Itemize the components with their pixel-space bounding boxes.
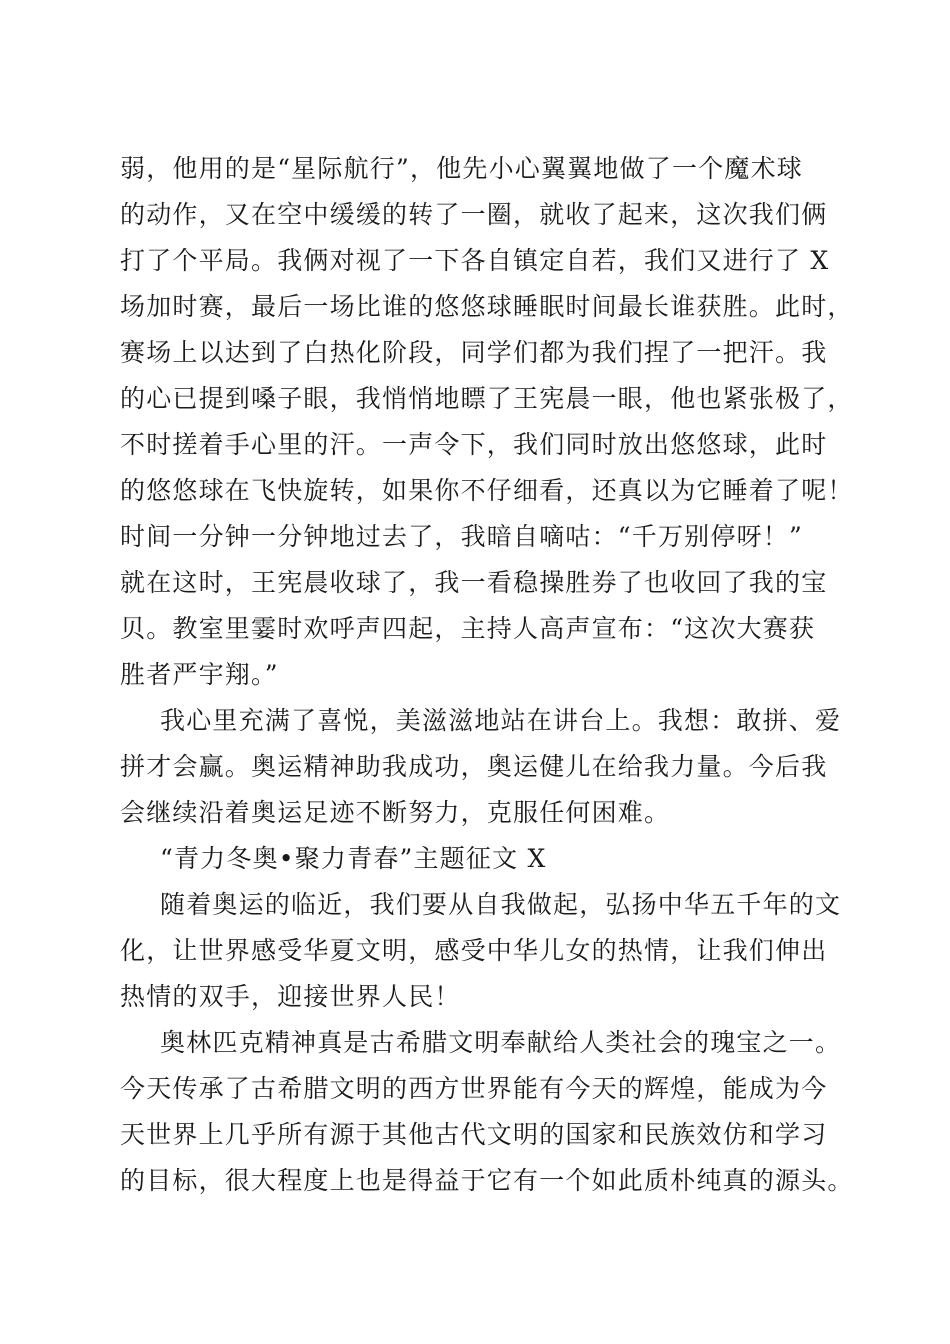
text-line: 场加时赛，最后一场比谁的悠悠球睡眠时间最长谁获胜。此时，: [120, 292, 854, 321]
text-line: 时间一分钟一分钟地过去了，我暗自嘀咕：“千万别停呀！”: [120, 522, 803, 551]
text-line: 不时搓着手心里的汗。一声令下，我们同时放出悠悠球，此时: [120, 430, 828, 459]
text-line: 就在这时，王宪晨收球了，我一看稳操胜券了也收回了我的宝: [120, 568, 828, 597]
text-line: 胜者严宇翔。”: [120, 660, 279, 689]
text-line: 会继续沿着奥运足迹不断努力，克服任何困难。: [120, 798, 671, 827]
text-line: 我心里充满了喜悦，美滋滋地站在讲台上。我想：敢拼、爱: [160, 706, 842, 735]
text-line: 的动作，又在空中缓缓的转了一圈，就收了起来，这次我们俩: [120, 200, 828, 229]
text-line: 奥林匹克精神真是古希腊文明奉献给人类社会的瑰宝之一。: [160, 1028, 842, 1057]
paragraph-story-ending: [120, 146, 854, 698]
text-line: 的心已提到嗓子眼，我悄悄地瞟了王宪晨一眼，他也紧张极了，: [120, 384, 854, 413]
paragraph-olympic-spirit: [120, 1020, 854, 1204]
paragraph-reflection: [120, 698, 850, 836]
text-line: 拼才会赢。奥运精神助我成功，奥运健儿在给我力量。今后我: [120, 752, 828, 781]
text-line: 化，让世界感受华夏文明，感受中华儿女的热情，让我们伸出: [120, 936, 828, 965]
text-line: 今天传承了古希腊文明的西方世界能有今天的辉煌，能成为今: [120, 1074, 828, 1103]
text-line: 热情的双手，迎接世界人民！: [120, 982, 461, 1011]
text-line: 的悠悠球在飞快旋转，如果你不仔细看，还真以为它睡着了呢！: [120, 476, 854, 505]
text-line: 贝。教室里霎时欢呼声四起，主持人高声宣布：“这次大赛获: [120, 614, 816, 643]
section-heading: [120, 836, 850, 882]
text-line: 弱，他用的是“星际航行”，他先小心翼翼地做了一个魔术球: [120, 154, 803, 183]
text-line: 打了个平局。我俩对视了一下各自镇定自若，我们又进行了 X: [120, 246, 830, 275]
heading-text: “青力冬奥•聚力青春”主题征文 X: [160, 844, 547, 873]
text-line: 天世界上几乎所有源于其他古代文明的国家和民族效仿和学习: [120, 1120, 828, 1149]
text-line: 随着奥运的临近，我们要从自我做起，弘扬中华五千年的文: [160, 890, 842, 919]
document-page: [120, 146, 854, 1204]
paragraph-intro: [120, 882, 850, 1020]
text-line: 赛场上以达到了白热化阶段，同学们都为我们捏了一把汗。我: [120, 338, 828, 367]
text-line: 的目标，很大程度上也是得益于它有一个如此质朴纯真的源头。: [120, 1166, 854, 1195]
